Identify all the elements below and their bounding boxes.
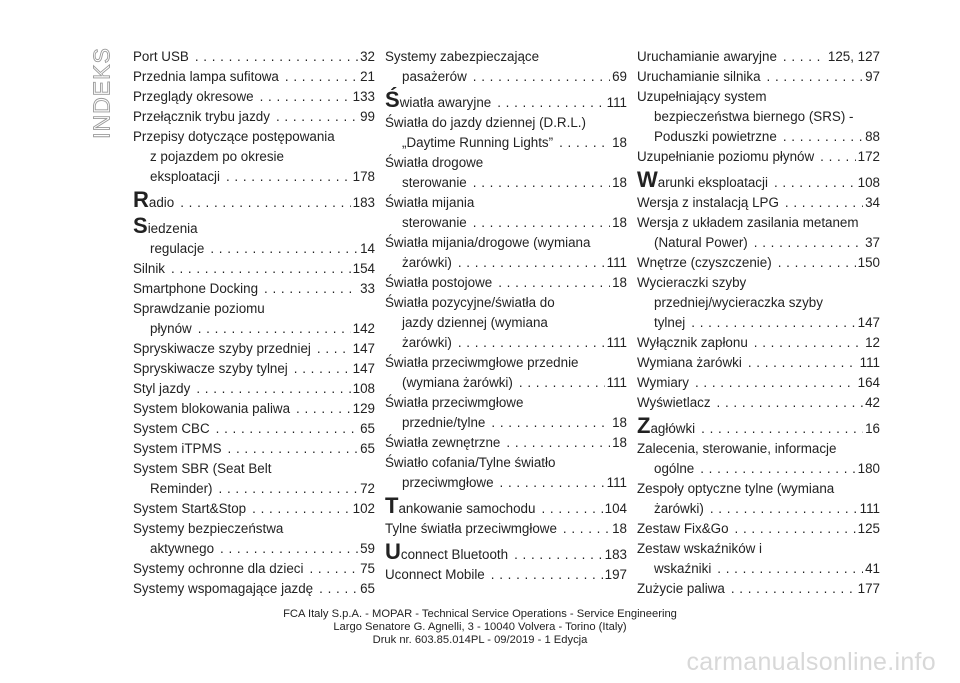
entry-sublabel: przedniej/wycieraczka szyby [654,295,823,310]
entry-label: Wycieraczki szyby [637,275,747,290]
entry-label: Uzupełnianie poziomu płynów [637,149,815,164]
page-number: 133 [352,89,375,104]
entry-sublabel: żarówki) [654,501,704,516]
page-number: 111 [606,255,627,270]
entry-sublabel: Reminder) [150,481,213,496]
entry-sublabel: (Natural Power) [654,235,748,250]
page-number: 147 [352,341,375,356]
entry-label: Przepisy dotyczące postępowania [133,129,335,144]
page-number: 34 [865,195,880,210]
entry-label: Światła przeciwmgłowe [385,395,524,410]
index-entry [133,399,375,419]
page-number: 164 [857,375,880,390]
page-number: 32 [360,49,375,64]
index-entry [385,87,627,113]
index-entry [637,333,880,353]
entry-label: Systemy wspomagające jazdę [133,581,314,596]
index-entry [385,493,627,519]
page-number: 88 [865,129,880,144]
entry-label: Silnik [133,261,165,276]
page-number: 18 [612,435,627,450]
entry-label: Sprawdzanie poziomu [133,301,265,316]
entry-label-rest: ankowanie samochodu [398,501,536,516]
index-entry [385,47,627,87]
footer-line-3: Druk nr. 603.85.014PL - 09/2019 - 1 Edycja [372,634,588,646]
entry-label [133,213,198,239]
letter-heading-entry [385,539,627,565]
dot-leader [196,379,350,399]
dot-leader [498,273,610,293]
entry-label [637,167,768,193]
page-number: 111 [606,475,627,490]
initial-letter: T [385,493,399,518]
index-entry [637,147,880,167]
page-number: 172 [857,149,880,164]
page-number: 37 [865,235,880,250]
page-number: 102 [352,501,375,516]
entry-label: Port USB [133,49,189,64]
dot-leader [820,147,855,167]
page-number: 65 [360,421,375,436]
index-entry [133,519,375,559]
index-entry [133,559,375,579]
index-entry [637,253,880,273]
index-entry [133,459,375,499]
dot-leader [500,473,605,493]
page-number: 111 [606,95,627,110]
index-entry [133,47,375,67]
index-entry [133,87,375,107]
initial-letter: Ś [385,87,400,112]
entry-label: System CBC [133,421,210,436]
dot-leader [473,173,610,193]
page-number: 97 [865,69,880,84]
entry-label: Zespoły optyczne tylne (wymiana [637,481,835,496]
entry-label: Wersja z układem zasilania metanem [637,215,859,230]
index-entry [637,539,880,579]
page-number: 111 [606,375,627,390]
index-entry [385,293,627,353]
dot-leader [497,93,604,113]
entry-label: Spryskiwacze szyby tylnej [133,361,288,376]
entry-label: Zestaw Fix&Go [637,521,729,536]
dot-leader [285,67,358,87]
page-number: 125 [857,521,880,536]
entry-label: Spryskiwacze szyby przedniej [133,341,311,356]
initial-letter: Z [637,413,651,438]
dot-leader [717,393,864,413]
page-number: 18 [612,175,627,190]
entry-sublabel: z pojazdem po okresie [150,149,284,164]
entry-sublabel: przeciwmgłowe [402,475,494,490]
dot-leader [767,67,864,87]
publisher-footer [0,608,960,647]
dot-leader [309,559,358,579]
entry-label: Uruchamianie silnika [637,69,761,84]
dot-leader [491,565,603,585]
page-number: 12 [865,335,880,350]
dot-leader [710,499,858,519]
dot-leader [785,193,863,213]
dot-leader [264,279,358,299]
index-entry [637,439,880,479]
index-entry [385,433,627,453]
index-entry [637,373,880,393]
index-entry [637,87,880,147]
dot-leader [701,419,863,439]
section-title-text: INDEKS [88,47,115,139]
entry-label-rest: iedzenia [147,221,198,236]
entry-label: Systemy bezpieczeństwa [133,521,284,536]
initial-letter: S [133,213,148,238]
page-number: 197 [604,567,627,582]
dot-leader [731,579,856,599]
dot-leader [260,87,351,107]
index-entry [385,565,627,585]
entry-label: Światła do jazdy dziennej (D.R.L.) [385,115,586,130]
entry-label: Wyświetlacz [637,395,711,410]
dot-leader [276,107,358,127]
entry-sublabel: wskaźniki [654,561,712,576]
index-entry [385,539,627,565]
dot-leader [491,413,610,433]
entry-sublabel: regulacje [150,241,205,256]
dot-leader [563,519,610,539]
dot-leader [774,173,856,193]
page-number: 147 [857,315,880,330]
page-number: 18 [612,215,627,230]
entry-sublabel: Poduszki powietrzne [654,129,777,144]
index-entry [385,113,627,153]
page-number: 41 [865,561,880,576]
entry-label: Przednia lampa sufitowa [133,69,279,84]
dot-leader [210,239,358,259]
index-entry [637,193,880,213]
page-number: 108 [857,175,880,190]
page-number: 65 [360,441,375,456]
entry-label: Światła drogowe [385,155,484,170]
index-entry [637,519,880,539]
entry-label: System Start&Stop [133,501,247,516]
entry-label-rest: connect Bluetooth [400,547,509,562]
page-number: 142 [352,321,375,336]
dot-leader [317,339,351,359]
dot-leader [514,545,603,565]
index-entry [133,213,375,239]
entry-label: Uzupełniający system [637,89,767,104]
dot-leader [778,253,856,273]
index-entry [133,359,375,379]
entry-sublabel: bezpieczeństwa biernego (SRS) - [654,109,854,124]
entry-label: Światło cofania/Tylne światło [385,455,556,470]
page-number: 108 [352,381,375,396]
site-watermark: carmanualsonline.info [686,648,936,676]
entry-sublabel: eksploatacji [150,169,220,184]
index-entry [637,413,880,439]
dot-leader [252,499,351,519]
entry-label: Systemy ochronne dla dzieci [133,561,304,576]
dot-leader [748,353,858,373]
entry-label: Światła postojowe [385,275,493,290]
page-number: 65 [360,581,375,596]
entry-label: Światła mijania [385,195,475,210]
dot-leader [219,479,359,499]
dot-leader [171,259,351,279]
index-entry [385,153,627,193]
page-number: 178 [352,169,375,184]
entry-label: Wersja z instalacją LPG [637,195,779,210]
page-number: 42 [865,395,880,410]
dot-leader [180,193,350,213]
dot-leader [735,519,856,539]
page-number: 18 [612,521,627,536]
dot-leader [226,167,351,187]
entry-sublabel: ogólne [654,461,695,476]
index-entry [133,339,375,359]
page-number: 16 [865,421,880,436]
dot-leader [717,559,863,579]
index-entry [133,499,375,519]
page-number: 69 [612,69,627,84]
index-entry [133,439,375,459]
dot-leader [458,253,605,273]
dot-leader [519,373,605,393]
footer-line-1: FCA Italy S.p.A. - MOPAR - Technical Service Operations - Service Engineering [283,608,677,620]
page-number: 59 [360,541,375,556]
page-number: 183 [352,195,375,210]
entry-sublabel: przednie/tylne [402,415,486,430]
index-entry [133,107,375,127]
page-number: 21 [360,69,375,84]
index-entry [133,579,375,599]
page-number: 111 [859,501,880,516]
letter-heading-entry [385,493,627,519]
page-number: 104 [604,501,627,516]
index-entry [637,479,880,519]
index-entry [385,519,627,539]
index-entry [637,579,880,599]
entry-sublabel: jazdy dziennej (wymiana [402,315,548,330]
entry-label: Światła pozycyjne/światła do [385,295,555,310]
dot-leader [319,579,358,599]
dot-leader [541,499,602,519]
entry-label-rest: adio [148,195,175,210]
page-number: 72 [360,481,375,496]
page-number: 111 [859,355,880,370]
entry-label: Światła mijania/drogowe (wymiana [385,235,591,250]
entry-sublabel: „Daytime Running Lights” [402,135,554,150]
index-entry [385,193,627,233]
entry-label: Systemy zabezpieczające [385,49,540,64]
entry-label: Przełącznik trybu jazdy [133,109,270,124]
page-number: 125, 127 [827,49,880,64]
section-title [84,48,120,138]
index-entry [637,353,880,373]
dot-leader [754,333,863,353]
index-entry [133,379,375,399]
entry-label: Światła zewnętrzne [385,435,501,450]
footer-line-2: Largo Senatore G. Agnelli, 3 - 10040 Volvera - Torino (Italy) [333,621,627,633]
dot-leader [691,313,855,333]
index-entry [385,453,627,493]
entry-label: Wymiana żarówki [637,355,742,370]
entry-label: System blokowania paliwa [133,401,291,416]
letter-heading-entry [637,413,880,439]
dot-leader [473,67,610,87]
entry-sublabel: sterowanie [402,215,467,230]
letter-heading-entry [385,87,627,113]
index-entry [133,67,375,87]
entry-label [385,493,536,519]
entry-sublabel: aktywnego [150,541,215,556]
dot-leader [294,359,351,379]
entry-label: Zalecenia, sterowanie, informacje [637,441,837,456]
page-number: 147 [352,361,375,376]
index-entry [637,47,880,67]
entry-label: Zestaw wskaźników i [637,541,763,556]
index-entry [637,167,880,193]
page-number: 33 [360,281,375,296]
index-entry [133,259,375,279]
letter-heading-entry [133,187,375,213]
entry-label: Wymiary [637,375,689,390]
dot-leader [458,333,605,353]
entry-label-rest: wiatła awaryjne [399,95,492,110]
dot-leader [198,319,351,339]
entry-sublabel: żarówki) [402,335,452,350]
index-entry [133,299,375,339]
dot-leader [700,459,855,479]
page-number: 177 [857,581,880,596]
entry-sublabel: pasażerów [402,69,467,84]
index-entry [133,419,375,439]
index-entry [133,279,375,299]
page-number: 129 [352,401,375,416]
index-column-2 [385,47,627,585]
dot-leader [220,539,358,559]
entry-sublabel: tylnej [654,315,686,330]
index-entry [385,393,627,433]
dot-leader [195,47,358,67]
dot-leader [296,399,351,419]
entry-label: Przeglądy okresowe [133,89,254,104]
entry-sublabel: sterowanie [402,175,467,190]
page-number: 154 [352,261,375,276]
entry-label: Tylne światła przeciwmgłowe [385,521,557,536]
dot-leader [783,127,863,147]
entry-label: Światła przeciwmgłowe przednie [385,355,579,370]
index-entry [133,187,375,213]
index-entry [385,353,627,393]
entry-sublabel: żarówki) [402,255,452,270]
entry-label: Zużycie paliwa [637,581,725,596]
letter-heading-entry [133,213,375,239]
page-number: 99 [360,109,375,124]
page-number: 183 [604,547,627,562]
entry-label [637,413,696,439]
index-entry [385,233,627,273]
dot-leader [473,213,610,233]
dot-leader [228,439,359,459]
entry-label: Styl jazdy [133,381,191,396]
index-entry [637,67,880,87]
dot-leader [783,47,826,67]
entry-label [133,187,175,213]
page-number: 14 [360,241,375,256]
entry-label: System SBR (Seat Belt [133,461,272,476]
page-number: 111 [606,335,627,350]
index-entry [637,213,880,253]
index-column-3 [637,47,880,599]
initial-letter: W [637,167,658,192]
initial-letter: U [385,539,401,564]
dot-leader [754,233,863,253]
index-entry [637,393,880,413]
letter-heading-entry [637,167,880,193]
entry-label [385,87,492,113]
entry-label-rest: agłówki [650,421,696,436]
dot-leader [695,373,856,393]
entry-label: Smartphone Docking [133,281,259,296]
entry-label: Uruchamianie awaryjne [637,49,777,64]
entry-label: Uconnect Mobile [385,567,485,582]
initial-letter: R [133,187,149,212]
entry-sublabel: (wymiana żarówki) [402,375,513,390]
index-entry [637,273,880,333]
entry-sublabel: płynów [150,321,192,336]
page-number: 180 [857,461,880,476]
index-entry [133,239,375,259]
page-number: 18 [612,135,627,150]
dot-leader [506,433,610,453]
page-number: 18 [612,275,627,290]
index-column-1 [133,47,375,599]
entry-label: Wyłącznik zapłonu [637,335,748,350]
page-number: 75 [360,561,375,576]
entry-label: Wnętrze (czyszczenie) [637,255,772,270]
entry-label [385,539,509,565]
index-entry [133,127,375,187]
dot-leader [216,419,358,439]
entry-label: System iTPMS [133,441,222,456]
page-number: 18 [612,415,627,430]
entry-label-rest: arunki eksploatacji [657,175,768,190]
dot-leader [559,133,610,153]
index-entry [385,273,627,293]
page-number: 150 [857,255,880,270]
